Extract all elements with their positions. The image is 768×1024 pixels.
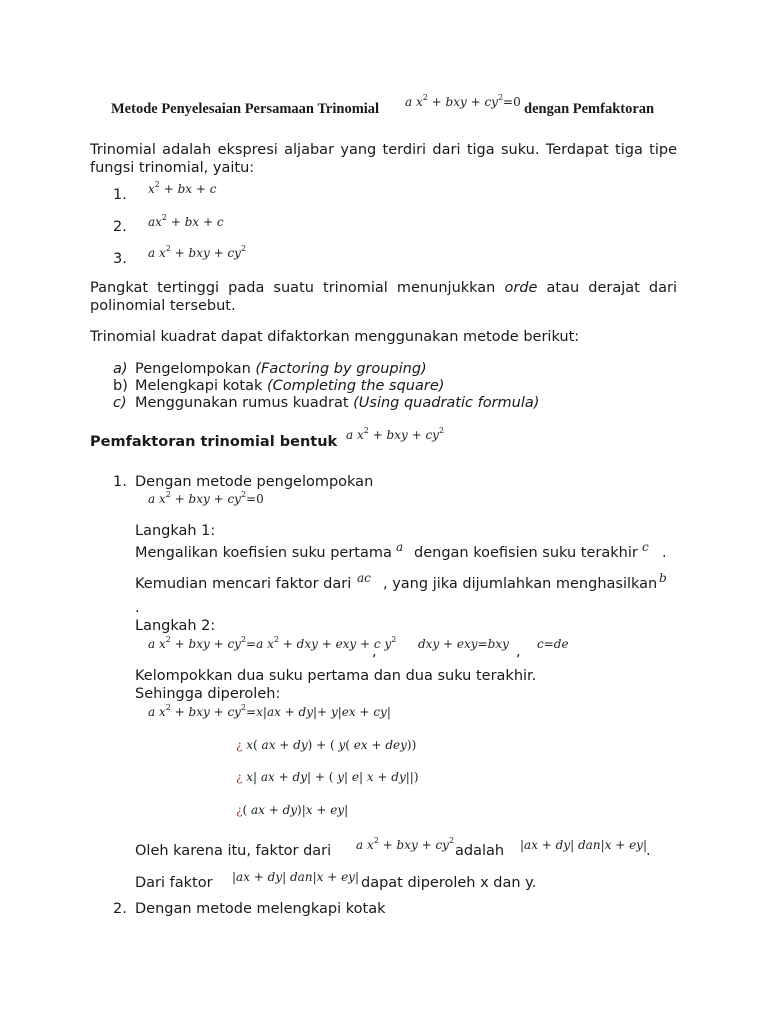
type-number: 1. bbox=[113, 187, 127, 203]
heading-equation: a $x^2$ + bxy + $cy^2$ bbox=[346, 426, 445, 442]
conclusion-equation: a $x^2$ + bxy + $cy^2$ bbox=[356, 836, 455, 852]
var-b: b bbox=[659, 571, 667, 585]
conclusion-text-d: dapat diperoleh x dan y. bbox=[361, 875, 537, 891]
orde-paragraph: Pangkat tertinggi pada suatu trinomial menunjukkan orde atau derajat dari polinomial tersebut. bbox=[90, 280, 678, 314]
title-left: Metode Penyelesaian Persamaan Trinomial bbox=[111, 101, 380, 117]
conclusion-text-a: Oleh karena itu, faktor dari bbox=[135, 843, 332, 859]
derivation-line: a $x^2$ + bxy + $cy^2=x|ax + dy|+ y|ex + cy|$ bbox=[148, 703, 391, 719]
period: . bbox=[646, 843, 651, 859]
langkah1-label: Langkah 1: bbox=[135, 523, 216, 539]
derivation-line: ¿ x( ax + dy) + ( y( ex + dey)) bbox=[236, 738, 417, 752]
var-a: a bbox=[396, 540, 404, 554]
conclusion-text-c: Dari faktor bbox=[135, 875, 213, 891]
section-heading: Pemfaktoran trinomial bentuk bbox=[90, 434, 338, 450]
intro-paragraph: Trinomial adalah ekspresi aljabar yang terdiri dari tiga suku. Terdapat tiga tipe fungsi trinomial, yaitu: bbox=[90, 142, 677, 176]
condition-equation-2: c=de bbox=[537, 637, 569, 651]
comma: , bbox=[372, 644, 377, 660]
title-equation: a $x^2$ + bxy + $cy^2=0$ bbox=[405, 93, 521, 109]
step-number: 1. bbox=[113, 474, 127, 490]
var-ac: ac bbox=[357, 571, 371, 585]
derivation-line: ¿( ax + dy)|x + ey| bbox=[236, 803, 349, 817]
step-equation: a $x^2$ + bxy + $cy^2=0$ bbox=[148, 490, 264, 506]
title-right: dengan Pemfaktoran bbox=[524, 101, 655, 117]
expand-equation: a $x^2$ + bxy + $cy^2=a$ $x^2$ + dxy + exy + c $y^2$ bbox=[148, 635, 397, 651]
method-item: b) Melengkapi kotak (Completing the square) bbox=[113, 378, 445, 394]
langkah1-text-d: , yang jika dijumlahkan menghasilkan bbox=[383, 576, 658, 592]
langkah1-text-a: Mengalikan koefisien suku pertama bbox=[135, 545, 392, 561]
hence-text: Sehingga diperoleh: bbox=[135, 686, 281, 702]
method-item: a) Pengelompokan (Factoring by grouping) bbox=[113, 361, 427, 377]
type-equation: $x^2$ + bx + c bbox=[148, 180, 217, 196]
step-number: 2. bbox=[113, 901, 127, 917]
langkah1-text-b: dengan koefisien suku terakhir bbox=[414, 545, 638, 561]
step-title: Dengan metode melengkapi kotak bbox=[135, 901, 386, 917]
comma: , bbox=[516, 644, 521, 660]
type-equation: $ax^2$ + bx + c bbox=[148, 213, 224, 229]
period: . bbox=[662, 545, 667, 561]
langkah2-label: Langkah 2: bbox=[135, 618, 216, 634]
method-item: c) Menggunakan rumus kuadrat (Using quadratic formula) bbox=[113, 395, 540, 411]
derivation-line: ¿ x| ax + dy| + ( y| e| x + dy||) bbox=[236, 770, 419, 784]
condition-equation-1: dxy + exy=bxy bbox=[418, 637, 509, 651]
conclusion-text-b: adalah bbox=[455, 843, 505, 859]
period: . bbox=[135, 600, 140, 616]
factor-result: |ax + dy| dan|x + ey| bbox=[232, 870, 360, 884]
langkah1-text-c: Kemudian mencari faktor dari bbox=[135, 576, 352, 592]
type-equation: a $x^2$ + bxy + $cy^2$ bbox=[148, 244, 247, 260]
step-title: Dengan metode pengelompokan bbox=[135, 474, 374, 490]
orde-word: orde bbox=[504, 280, 538, 296]
type-number: 3. bbox=[113, 251, 127, 267]
type-number: 2. bbox=[113, 219, 127, 235]
methods-intro: Trinomial kuadrat dapat difaktorkan menggunakan metode berikut: bbox=[90, 329, 580, 345]
var-c: c bbox=[642, 540, 649, 554]
group-text: Kelompokkan dua suku pertama dan dua suku terakhir. bbox=[135, 668, 537, 684]
factor-result: |ax + dy| dan|x + ey| bbox=[520, 838, 648, 852]
